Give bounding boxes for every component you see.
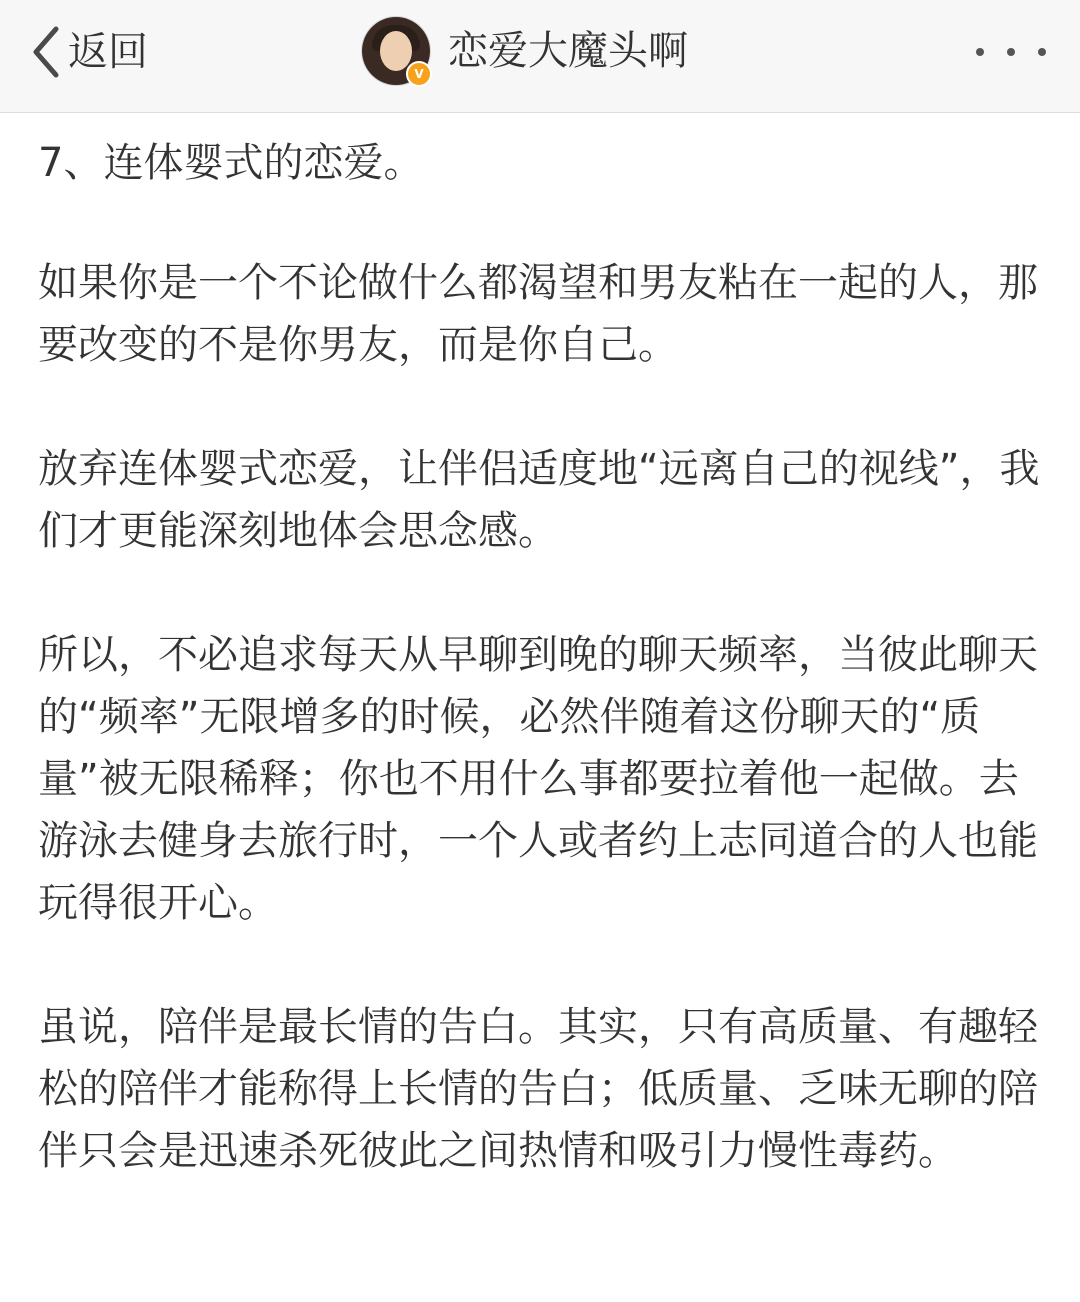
profile-header[interactable] — [362, 15, 688, 87]
back-label: 返回 — [68, 29, 148, 75]
article-paragraph-5: 虽说，陪伴是最长情的告白。其实，只有高质量、有趣轻松的陪伴才能称得上长情的告白；低质量、乏味无聊的陪伴只会是迅速杀死彼此之间热情和吸引力慢性毒药。 — [38, 1004, 1038, 1174]
more-dot-1 — [976, 48, 984, 56]
article-paragraph-4: 所以，不必追求每天从早聊到晚的聊天频率，当彼此聊天的“频率”无限增多的时候，必然伴随着这份聊天的“质量”被无限稀释；你也不用什么事都要拉着他一起做。去游泳去健身去旅行时，一个人或者约上志同道合的人也能玩得很开心。 — [38, 632, 1038, 926]
chevron-left-icon — [30, 25, 60, 79]
article-paragraph-3: 放弃连体婴式恋爱，让伴侣适度地“远离自己的视线”，我们才更能深刻地体会思念感。 — [38, 446, 1040, 554]
back-button[interactable] — [30, 22, 148, 82]
more-options-icon[interactable] — [976, 40, 1046, 64]
article-paragraph-1: 7、连体婴式的恋爱。 — [38, 140, 424, 186]
top-navigation-bar — [0, 0, 1080, 113]
article-content — [38, 132, 1042, 1244]
more-dot-2 — [1007, 48, 1015, 56]
verified-badge-icon: V — [406, 61, 432, 87]
more-dot-3 — [1038, 48, 1046, 56]
article-paragraph-2: 如果你是一个不论做什么都渴望和男友粘在一起的人，那要改变的不是你男友，而是你自己。 — [38, 260, 1038, 368]
avatar[interactable] — [362, 17, 430, 85]
profile-name[interactable]: 恋爱大魔头啊 — [448, 28, 688, 74]
avatar-face — [380, 31, 412, 71]
